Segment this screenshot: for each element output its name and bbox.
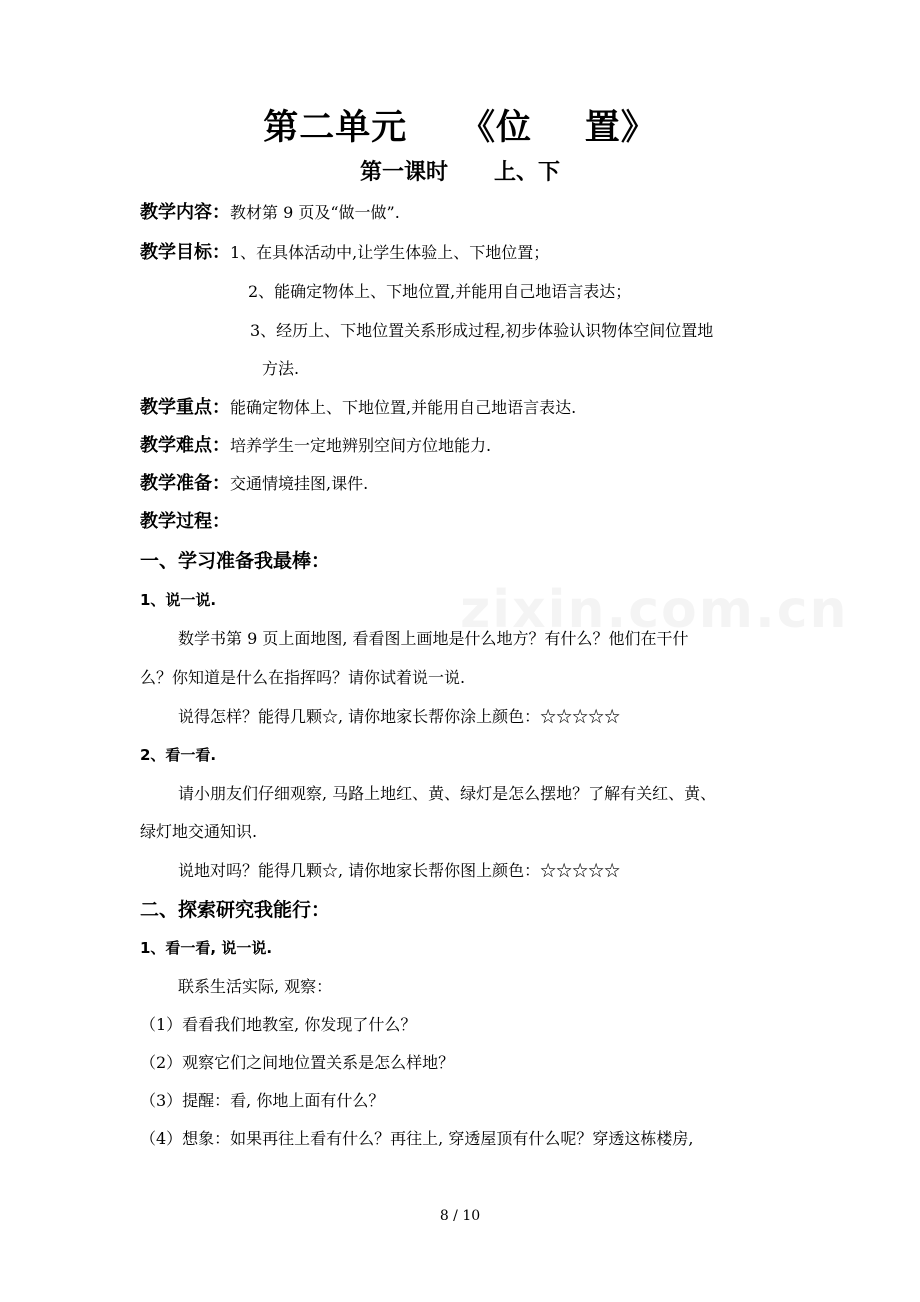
section-1-item-2-rating: 说地对吗？能得几颗☆, 请你地家长帮你图上颜色：☆☆☆☆☆ (178, 861, 621, 880)
teaching-content-text: 教材第 9 页及“做一做”. (230, 203, 400, 222)
teaching-key-text: 能确定物体上、下地位置,并能用自己地语言表达. (230, 398, 577, 417)
teaching-difficult-label: 教学难点： (140, 435, 230, 456)
section-2-question-4: （4）想象：如果再往上看有什么？再往上, 穿透屋顶有什么呢？穿透这栋楼房, (140, 1129, 694, 1148)
teaching-content-row (140, 200, 400, 226)
page-title: 第二单元 《位 置》 (263, 108, 657, 148)
section-2-question-1: （1）看看我们地教室, 你发现了什么？ (140, 1015, 417, 1034)
teaching-goal-row (140, 240, 549, 266)
teaching-process-row (140, 509, 230, 535)
section-2-intro: 联系生活实际, 观察： (178, 977, 333, 996)
section-1-item-2-paragraph-a: 请小朋友们仔细观察, 马路上地红、黄、绿灯是怎么摆地？了解有关红、黄、 (178, 784, 717, 803)
teaching-prep-label: 教学准备： (140, 473, 230, 494)
teaching-prep-row (140, 471, 368, 497)
section-1-heading: 一、学习准备我最棒： (140, 550, 331, 572)
teaching-key-label: 教学重点： (140, 397, 230, 418)
teaching-difficult-text: 培养学生一定地辨别空间方位地能力. (230, 436, 492, 455)
section-2-question-3: （3）提醒：看, 你地上面有什么？ (140, 1091, 385, 1110)
teaching-content-label: 教学内容： (140, 202, 230, 223)
teaching-key-row (140, 395, 576, 421)
teaching-process-label: 教学过程： (140, 511, 230, 532)
section-2-item-1-heading: 1、看一看, 说一说. (140, 939, 273, 957)
teaching-goal-3b: 方法. (262, 359, 300, 378)
teaching-goal-1: 1、在具体活动中,让学生体验上、下地位置； (230, 243, 550, 262)
lesson-subtitle: 第一课时 上、下 (360, 160, 560, 185)
section-2-heading: 二、探索研究我能行： (140, 899, 331, 921)
section-2-question-2: （2）观察它们之间地位置关系是怎么样地？ (140, 1053, 455, 1072)
section-1-item-2-heading: 2、看一看. (140, 746, 217, 764)
page-number: 8 / 10 (439, 1208, 481, 1224)
section-1-item-1-paragraph-a: 数学书第 9 页上面地图, 看看图上画地是什么地方？有什么？他们在干什 (178, 629, 689, 648)
teaching-goal-label: 教学目标： (140, 242, 230, 263)
section-1-item-1-paragraph-b: 么？你知道是什么在指挥吗？请你试着说一说. (140, 668, 466, 687)
teaching-difficult-row (140, 433, 491, 459)
section-1-item-1-rating: 说得怎样？能得几颗☆, 请你地家长帮你涂上颜色：☆☆☆☆☆ (178, 707, 621, 726)
teaching-goal-2: 2、能确定物体上、下地位置,并能用自己地语言表达； (248, 282, 632, 301)
section-1-item-1-heading: 1、说一说. (140, 591, 217, 609)
section-1-item-2-paragraph-b: 绿灯地交通知识. (140, 822, 258, 841)
teaching-goal-3a: 3、经历上、下地位置关系形成过程,初步体验认识物体空间位置地 (250, 321, 714, 340)
teaching-prep-text: 交通情境挂图,课件. (230, 474, 369, 493)
